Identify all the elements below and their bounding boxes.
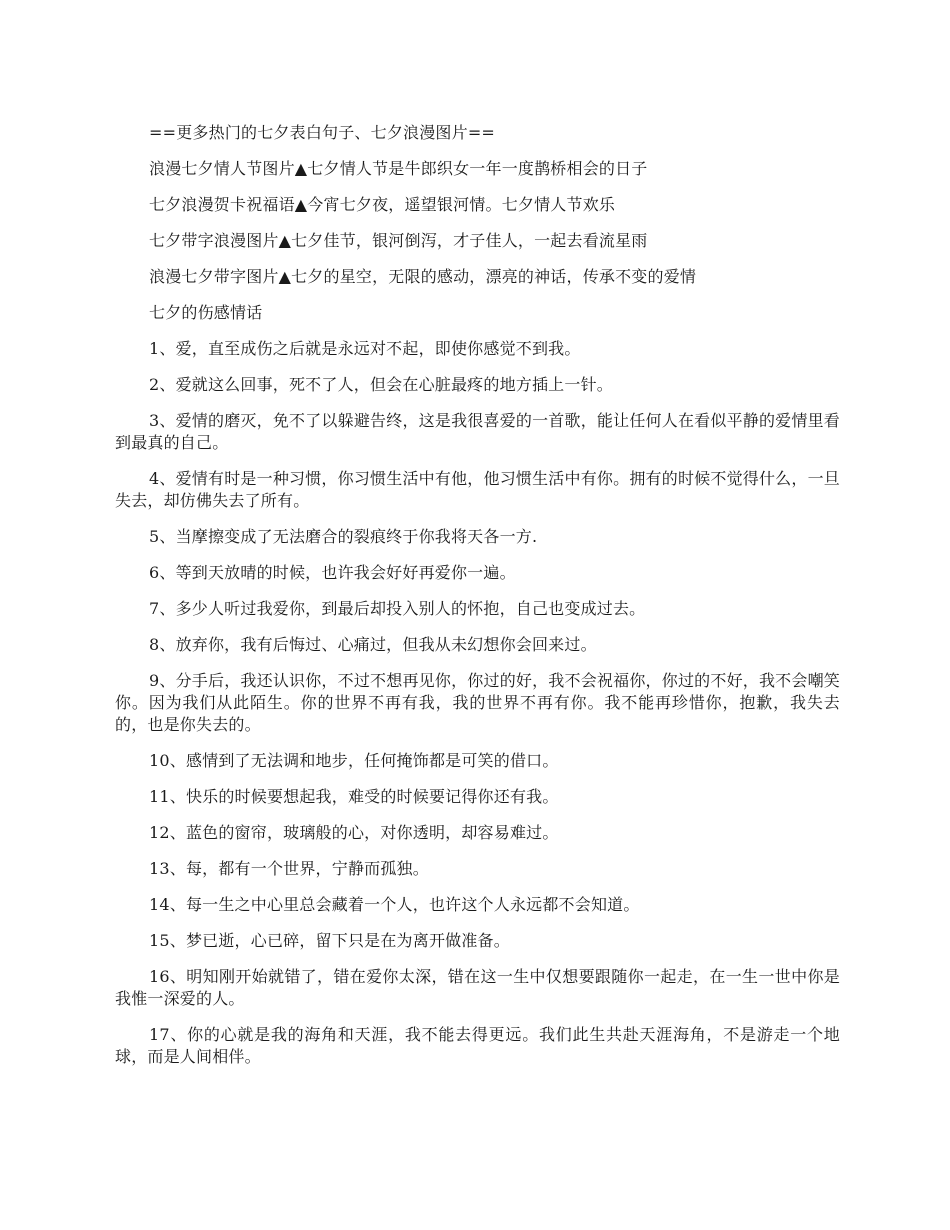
quote-item-11: 11、快乐的时候要想起我，难受的时候要记得你还有我。 [149,787,559,806]
quote-item-3: 3、爱情的磨灭，免不了以躲避告终，这是我很喜爱的一首歌，能让任何人在看似平静的爱情里看到最真的自己。 [115,411,840,452]
quote-item-9: 9、分手后，我还认识你，不过不想再见你，你过的好，我不会祝福你，你过的不好，我不会嘲笑你。因为我们从此陌生。你的世界不再有我，我的世界不再有你。我不能再珍惜你，抱歉，我失去的，也是你失去的。 [115,671,840,734]
quote-item-1: 1、爱，直至成伤之后就是永远对不起，即使你感觉不到我。 [149,339,581,358]
link-qixi-greeting-cards[interactable]: 七夕浪漫贺卡祝福语▲今宵七夕夜，遥望银河情。七夕情人节欢乐 [149,195,616,214]
quote-item-10: 10、感情到了无法调和地步，任何掩饰都是可笑的借口。 [149,751,559,770]
quote-item-2: 2、爱就这么回事，死不了人，但会在心脏最疼的地方插上一针。 [149,375,613,394]
quote-item-17: 17、你的心就是我的海角和天涯，我不能去得更远。我们此生共赴天涯海角，不是游走一个地球，而是人间相伴。 [115,1025,840,1066]
quote-item-15: 15、梦已逝，心已碎，留下只是在为离开做准备。 [149,931,510,950]
quote-item-7: 7、多少人听过我爱你，到最后却投入别人的怀抱，自己也变成过去。 [149,599,646,618]
section-heading: 七夕的伤感情话 [149,303,263,322]
quote-item-6: 6、等到天放晴的时候，也许我会好好再爱你一遍。 [149,563,516,582]
quote-item-8: 8、放弃你，我有后悔过、心痛过，但我从未幻想你会回来过。 [149,635,597,654]
document-body [115,122,840,1082]
quote-item-4: 4、爱情有时是一种习惯，你习惯生活中有他，他习惯生活中有你。拥有的时候不觉得什么，一旦失去，却仿佛失去了所有。 [115,469,840,510]
quote-item-13: 13、每，都有一个世界，宁静而孤独。 [149,859,429,878]
header-links-title: ==更多热门的七夕表白句子、七夕浪漫图片== [149,123,496,142]
quote-item-14: 14、每一生之中心里总会藏着一个人，也许这个人永远都不会知道。 [149,895,640,914]
quote-item-12: 12、蓝色的窗帘，玻璃般的心，对你透明，却容易难过。 [149,823,559,842]
link-qixi-text-pictures[interactable]: 七夕带字浪漫图片▲七夕佳节，银河倒泻，才子佳人，一起去看流星雨 [149,231,648,250]
quote-item-5: 5、当摩擦变成了无法磨合的裂痕终于你我将天各一方. [149,527,538,546]
link-romantic-text-pictures[interactable]: 浪漫七夕带字图片▲七夕的星空，无限的感动，漂亮的神话，传承不变的爱情 [149,267,697,286]
link-romantic-qixi-pictures[interactable]: 浪漫七夕情人节图片▲七夕情人节是牛郎织女一年一度鹊桥相会的日子 [149,159,648,178]
quote-item-16: 16、明知刚开始就错了，错在爱你太深，错在这一生中仅想要跟随你一起走，在一生一世中你是我惟一深爱的人。 [115,967,840,1008]
